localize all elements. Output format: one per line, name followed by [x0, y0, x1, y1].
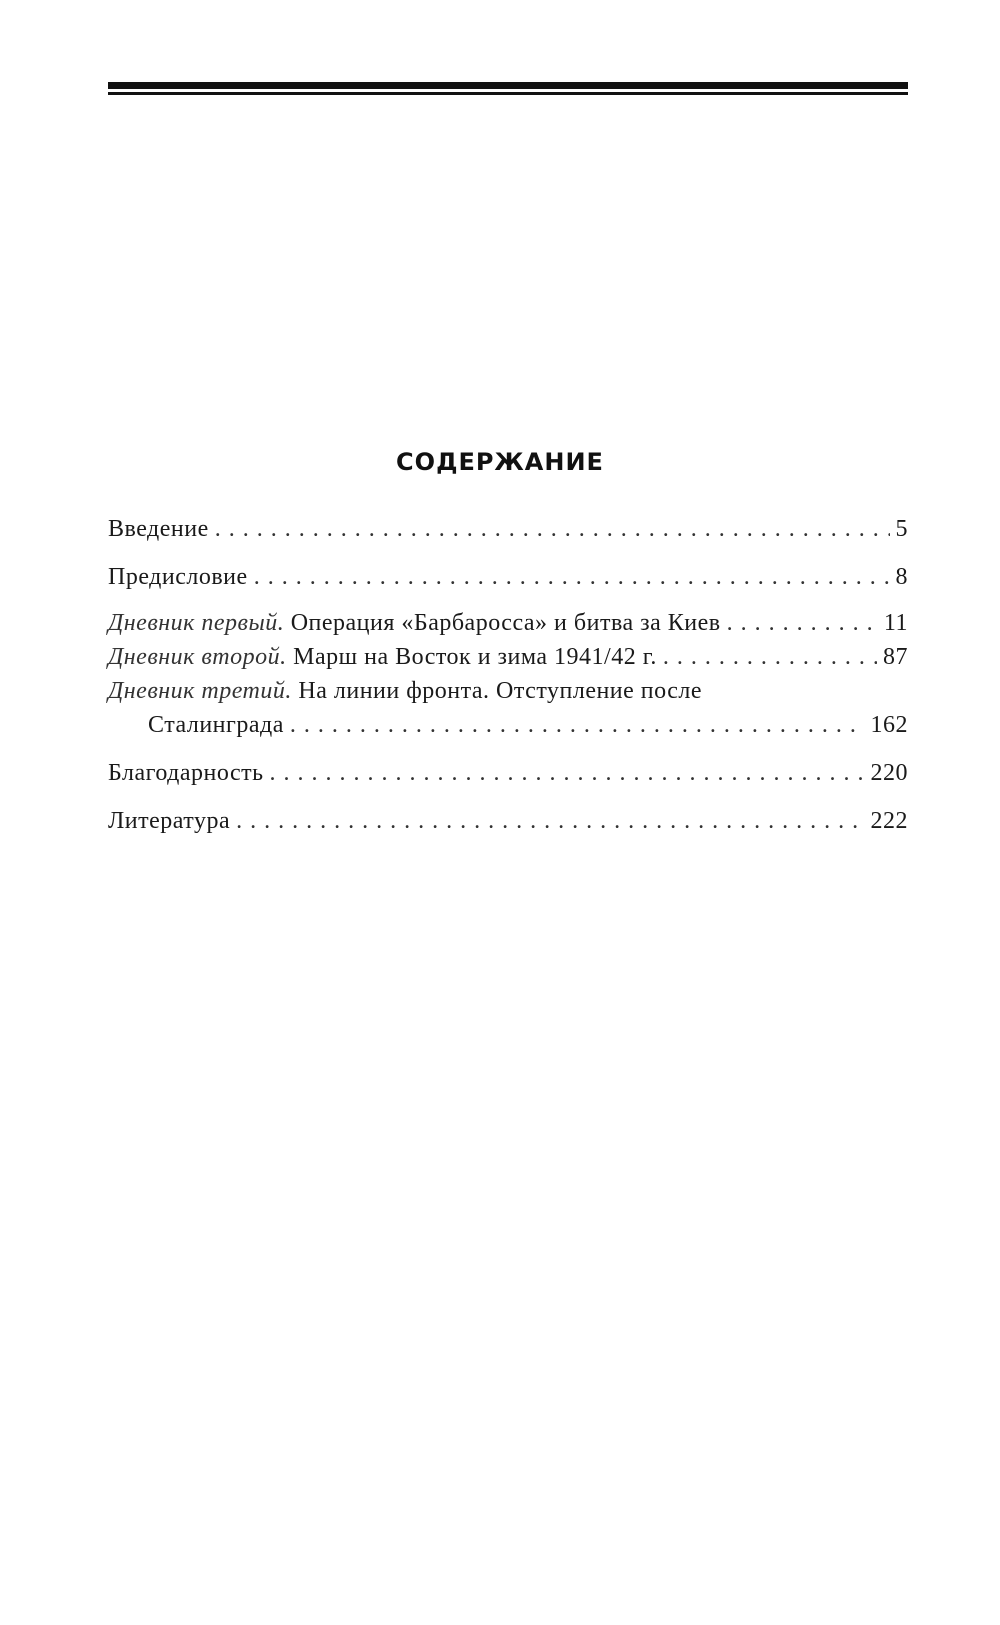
toc-entry-label: Предисловие	[108, 564, 248, 590]
toc-entry-page: 87	[883, 644, 908, 670]
dot-leader	[727, 606, 878, 640]
dot-leader	[663, 640, 877, 674]
spacer	[108, 594, 908, 606]
spacer	[108, 742, 908, 756]
toc-entry-label	[108, 606, 721, 640]
spacer	[108, 790, 908, 804]
toc-entry-thanks[interactable]	[108, 756, 908, 790]
toc-entry-title: На линии фронта. Отступление после	[298, 678, 703, 704]
toc-entry-title: Марш на Восток и зима 1941/42 г.	[293, 644, 657, 670]
toc-entry-preface[interactable]	[108, 560, 908, 594]
toc-entry-label: Благодарность	[108, 760, 264, 786]
spacer	[108, 546, 908, 560]
toc-entry-page: 222	[870, 808, 908, 834]
toc-entry-page: 162	[870, 712, 908, 738]
toc-entry-diary-2[interactable]	[108, 640, 908, 674]
toc-entry-page: 8	[895, 564, 908, 590]
dot-leader	[236, 804, 864, 838]
toc-entry-label: Литература	[108, 808, 231, 834]
toc-entry-diary-3-line1[interactable]	[108, 674, 908, 708]
dot-leader	[254, 560, 890, 594]
page-title: СОДЕРЖАНИЕ	[396, 448, 604, 476]
toc-entry-title: Операция «Барбаросса» и битва за Киев	[290, 610, 721, 636]
toc-entry-label: Введение	[108, 516, 209, 542]
toc-entry-prefix: Дневник третий.	[108, 678, 292, 704]
toc-entry-diary-1[interactable]	[108, 606, 908, 640]
table-of-contents	[108, 512, 908, 838]
toc-entry-page: 11	[883, 610, 908, 636]
toc-entry-prefix: Дневник первый.	[108, 610, 285, 636]
toc-entry-page: 220	[870, 760, 908, 786]
toc-entry-label	[108, 640, 657, 674]
top-rule-thin	[108, 92, 908, 95]
dot-leader	[270, 756, 865, 790]
toc-entry-diary-3-line2[interactable]	[108, 708, 908, 742]
dot-leader	[290, 708, 865, 742]
toc-entry-literature[interactable]	[108, 804, 908, 838]
dot-leader	[215, 512, 890, 546]
toc-entry-intro[interactable]	[108, 512, 908, 546]
toc-entry-prefix: Дневник второй.	[108, 644, 287, 670]
toc-entry-page: 5	[895, 516, 908, 542]
top-rule	[108, 82, 908, 89]
toc-entry-label: Сталинграда	[148, 712, 284, 738]
